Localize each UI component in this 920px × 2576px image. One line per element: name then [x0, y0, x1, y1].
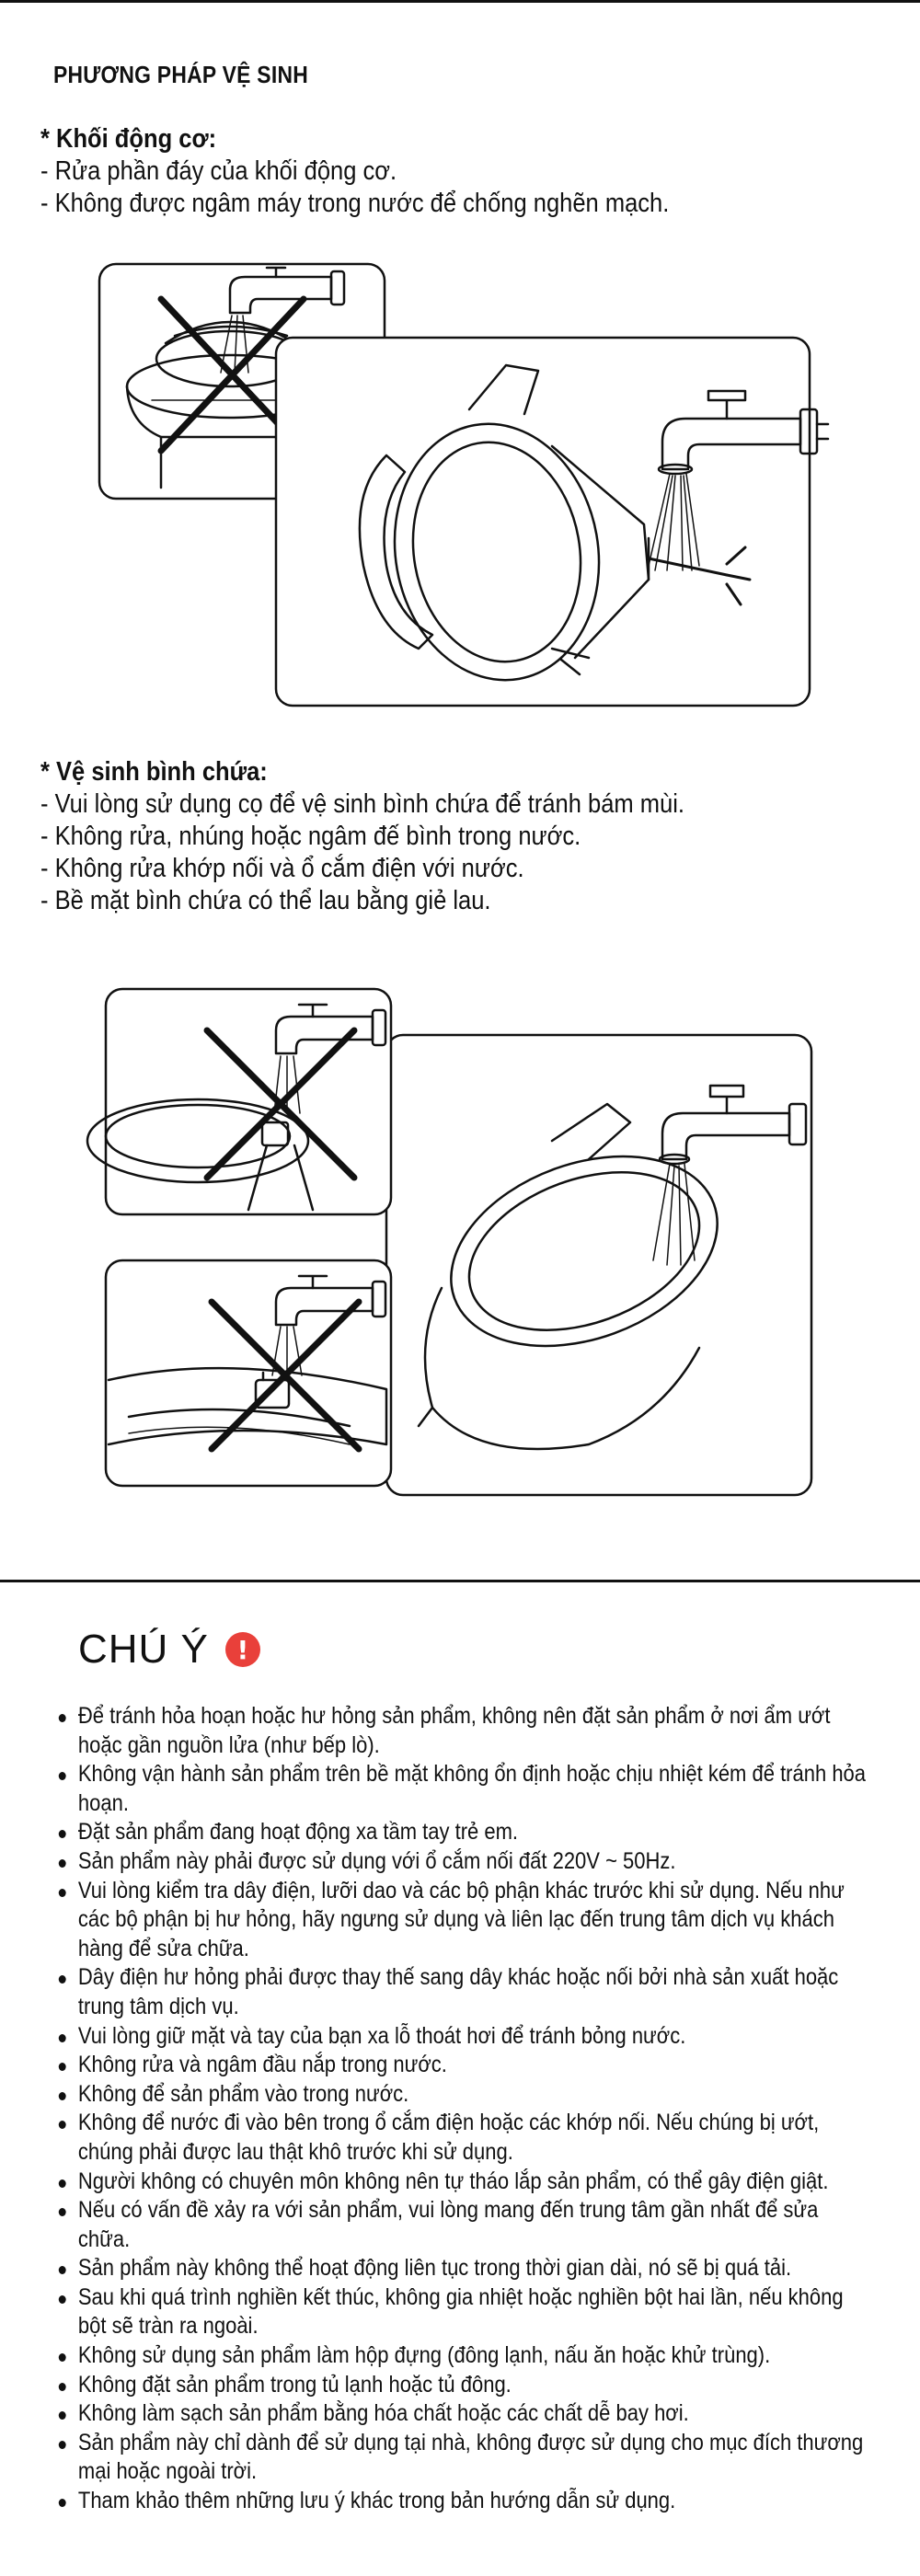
motor-heading: * Khối động cơ:: [40, 124, 217, 154]
jar-cleaning-illustration: [0, 984, 920, 1536]
do-not-wash-base-inset: [87, 989, 391, 1214]
rinse-motor-base: [276, 338, 828, 706]
warning-list: [57, 1702, 867, 2516]
jar-line: - Không rửa khớp nối và ổ cắm điện với nước.: [40, 854, 524, 883]
warning-title: CHÚ Ý: [78, 1627, 209, 1672]
do-not-wash-socket-inset: [106, 1260, 391, 1486]
list-item: Không để nước đi vào bên trong ổ cắm điện hoặc các khớp nối. Nếu chúng bị ướt, chúng phải được lau thật khô trước khi sử dụng.: [57, 2109, 867, 2167]
jar-line: - Vui lòng sử dụng cọ để vệ sinh bình chứa để tránh bám mùi.: [40, 789, 684, 819]
list-item: Không đặt sản phẩm trong tủ lạnh hoặc tủ đông.: [57, 2371, 867, 2400]
list-item: Tham khảo thêm những lưu ý khác trong bản hướng dẫn sử dụng.: [57, 2487, 867, 2516]
warning-heading: [78, 1627, 260, 1673]
list-item: Không để sản phẩm vào trong nước.: [57, 2080, 867, 2110]
section-divider: [0, 1580, 920, 1582]
top-divider: [0, 0, 920, 3]
list-item: Người không có chuyên môn không nên tự tháo lắp sản phẩm, có thể gây điện giật.: [57, 2168, 867, 2197]
list-item: Vui lòng kiểm tra dây điện, lưỡi dao và các bộ phận khác trước khi sử dụng. Nếu như các bộ phận bị hư hỏng, hãy ngưng sử dụng và liên lạc đến trung tâm dịch vụ khách hàng để sửa chữa.: [57, 1877, 867, 1964]
jar-line: - Không rửa, nhúng hoặc ngâm đế bình trong nước.: [40, 822, 581, 851]
list-item: Sản phẩm này không thể hoạt động liên tục trong thời gian dài, nó sẽ bị quá tải.: [57, 2254, 867, 2283]
jar-line: - Bề mặt bình chứa có thể lau bằng giẻ lau.: [40, 886, 491, 915]
section-title: PHƯƠNG PHÁP VỆ SINH: [53, 61, 309, 88]
motor-line: - Không được ngâm máy trong nước để chống nghẽn mạch.: [40, 189, 670, 218]
rinse-jar-panel: [386, 1035, 811, 1495]
jar-cleaning-block: [40, 756, 684, 917]
motor-cleaning-illustration: [0, 262, 920, 713]
list-item: Đặt sản phẩm đang hoạt động xa tầm tay trẻ em.: [57, 1818, 867, 1847]
list-item: Vui lòng giữ mặt và tay của bạn xa lỗ thoát hơi để tránh bỏng nước.: [57, 2022, 867, 2052]
list-item: Không sử dụng sản phẩm làm hộp đựng (đông lạnh, nấu ăn hoặc khử trùng).: [57, 2341, 867, 2371]
motor-line: - Rửa phần đáy của khối động cơ.: [40, 156, 397, 186]
jar-cleaning-svg: [0, 984, 920, 1536]
list-item: Không làm sạch sản phẩm bằng hóa chất hoặc các chất dễ bay hơi.: [57, 2399, 867, 2429]
jar-heading: * Vệ sinh bình chứa:: [40, 757, 268, 787]
list-item: Không rửa và ngâm đầu nắp trong nước.: [57, 2051, 867, 2080]
list-item: Nếu có vấn đề xảy ra với sản phẩm, vui lòng mang đến trung tâm gần nhất để sửa chữa.: [57, 2196, 867, 2254]
list-item: Để tránh hỏa hoạn hoặc hư hỏng sản phẩm, không nên đặt sản phẩm ở nơi ẩm ướt hoặc gần nguồn lửa (như bếp lò).: [57, 1702, 867, 1760]
motor-cleaning-block: [40, 123, 669, 220]
exclamation-circle-icon: !: [225, 1632, 260, 1667]
list-item: Sản phẩm này phải được sử dụng với ổ cắm nối đất 220V ~ 50Hz.: [57, 1847, 867, 1877]
list-item: Sau khi quá trình nghiền kết thúc, không gia nhiệt hoặc nghiền bột hai lần, nếu không bột sẽ tràn ra ngoài.: [57, 2283, 867, 2341]
list-item: Không vận hành sản phẩm trên bề mặt không ổn định hoặc chịu nhiệt kém để tránh hỏa hoạn.: [57, 1760, 867, 1818]
list-item: Dây điện hư hỏng phải được thay thế sang dây khác hoặc nối bởi nhà sản xuất hoặc trung tâm dịch vụ.: [57, 1963, 867, 2021]
motor-cleaning-svg: [0, 262, 920, 713]
list-item: Sản phẩm này chỉ dành để sử dụng tại nhà, không được sử dụng cho mục đích thương mại hoặc ngoài trời.: [57, 2429, 867, 2487]
